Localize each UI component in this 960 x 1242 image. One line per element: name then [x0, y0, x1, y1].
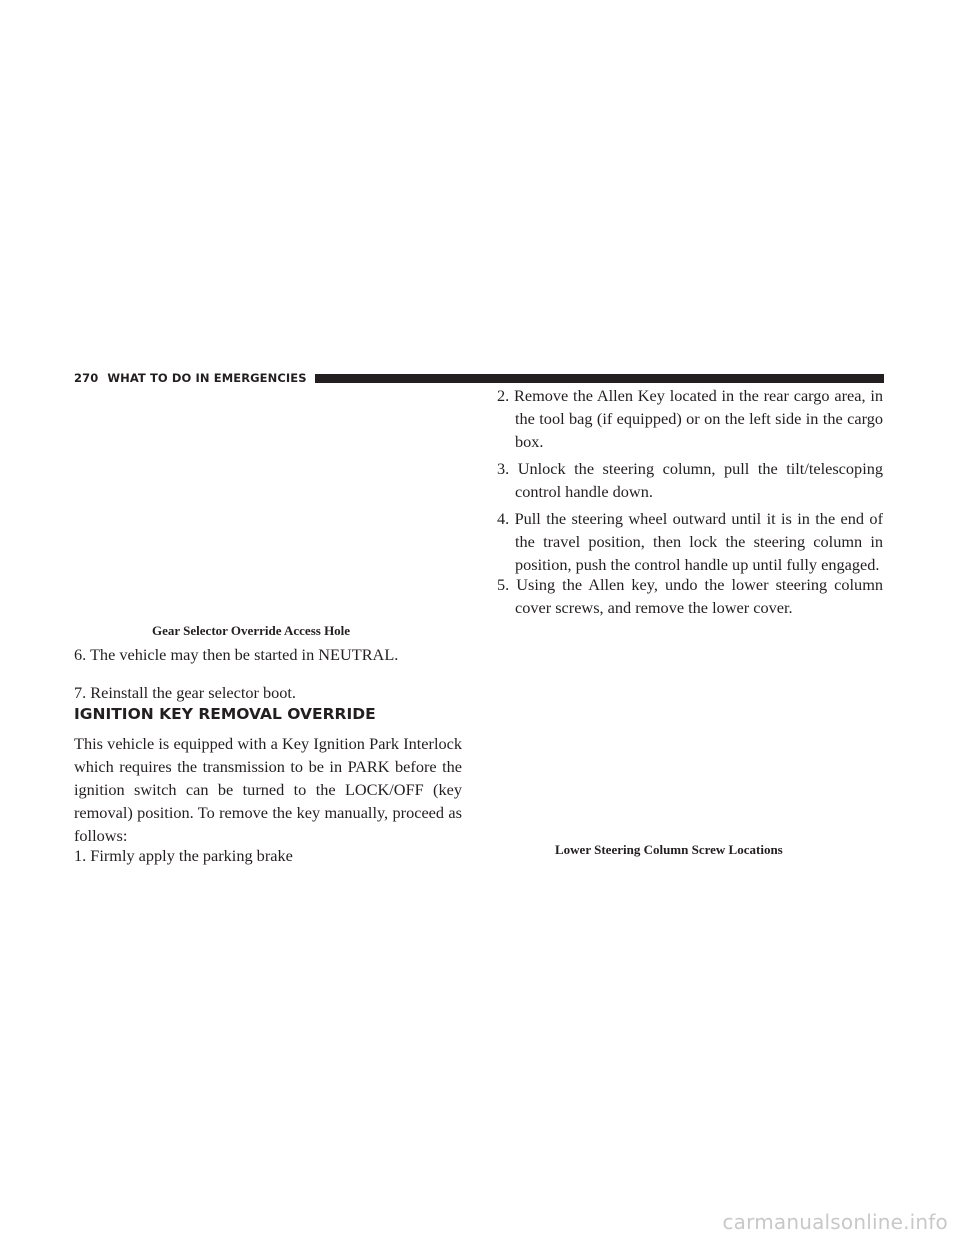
figure-caption-steering-column: Lower Steering Column Screw Locations: [555, 842, 783, 857]
step-2: 2. Remove the Allen Key located in the rear cargo area, in the tool bag (if equipped) or on the left side in the cargo box.: [497, 386, 883, 451]
step-5: 5. Using the Allen key, undo the lower steering column cover screws, and remove the lower cover.: [497, 575, 883, 617]
step-3: 3. Unlock the steering column, pull the tilt/telescoping control handle down.: [497, 459, 883, 501]
page-header: [74, 371, 884, 385]
intro-paragraph: This vehicle is equipped with a Key Ignition Park Interlock which requires the transmission to be in PARK before the ignition switch can be turned to the LOCK/OFF (key removal) position. To remove the key manually, proceed as follows:: [74, 734, 462, 845]
section-title: WHAT TO DO IN EMERGENCIES: [107, 371, 307, 385]
figure-caption-gear-selector: Gear Selector Override Access Hole: [152, 623, 351, 638]
section-heading: IGNITION KEY REMOVAL OVERRIDE: [74, 705, 376, 723]
step-1: 1. Firmly apply the parking brake: [74, 846, 293, 865]
step-7: 7. Reinstall the gear selector boot.: [74, 683, 296, 702]
step-4: 4. Pull the steering wheel outward until it is in the end of the travel position, then lock the steering column in position, push the control handle up until fully engaged.: [497, 509, 883, 574]
step-6: 6. The vehicle may then be started in NEUTRAL.: [74, 645, 399, 664]
header-rule: [315, 374, 884, 383]
watermark: carmanualsonline.info: [722, 1210, 948, 1234]
page-number: 270: [74, 371, 99, 385]
